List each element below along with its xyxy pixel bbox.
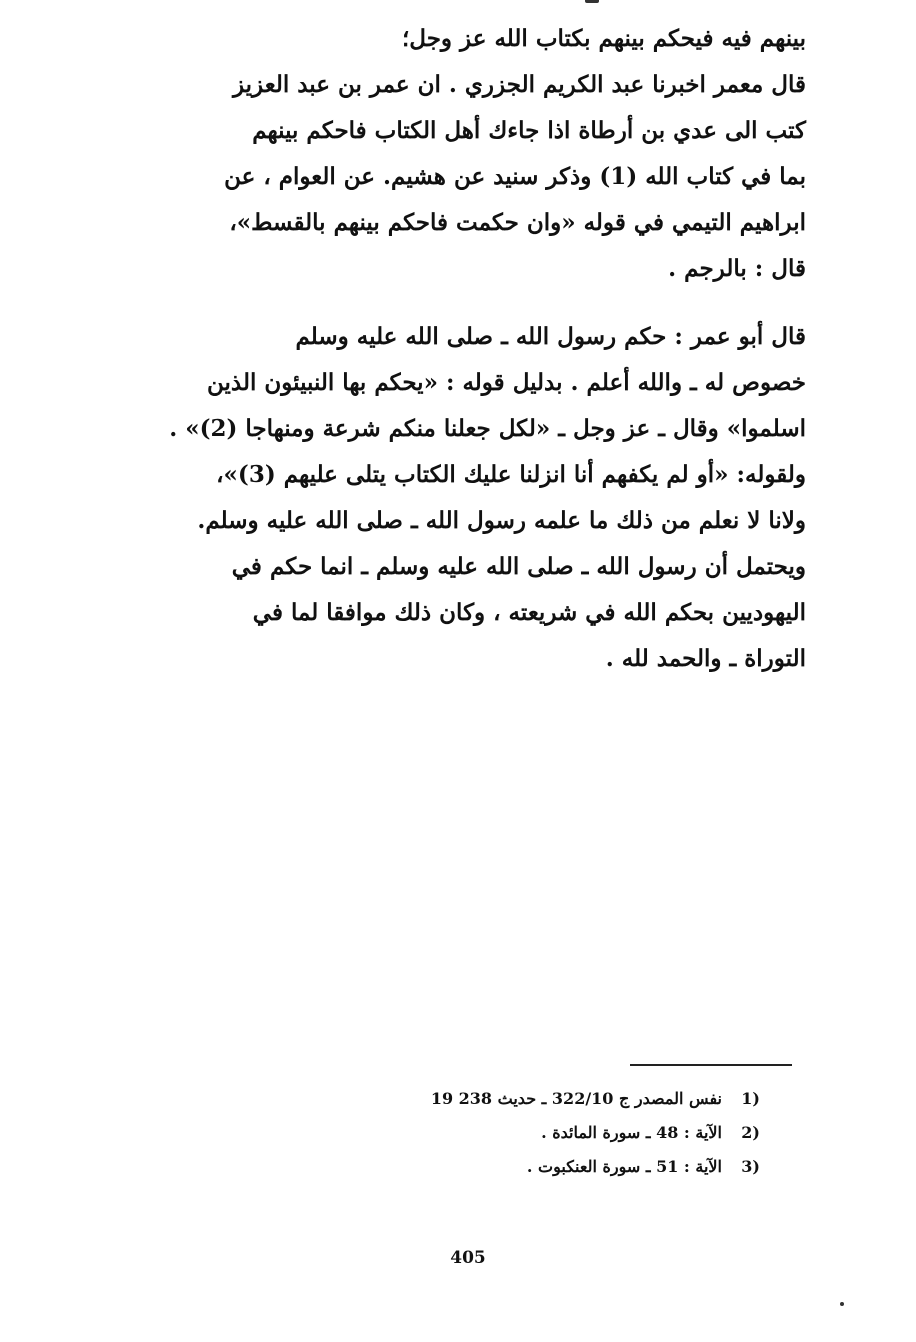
footnote-number: 3)	[741, 1157, 760, 1176]
body-paragraph-1	[160, 16, 806, 292]
scan-speck-bottom	[840, 1302, 844, 1306]
footnote-item	[300, 1082, 760, 1116]
scan-speck-top	[585, 0, 599, 3]
footnote-divider	[630, 1064, 792, 1066]
body-paragraph-2	[160, 314, 806, 682]
footnote-text: نفس المصدر ج 322/10 ـ حديث 238 19	[430, 1089, 722, 1108]
text-line: ولقوله: «أو لم يكفهم أنا انزلنا عليك الكتاب يتلى عليهم (3)»،	[216, 461, 806, 488]
text-line: قال معمر اخبرنا عبد الكريم الجزري . ان عمر بن عبد العزيز	[232, 71, 806, 98]
text-line: بينهم فيه فيحكم بينهم بكتاب الله عز وجل؛	[401, 25, 806, 52]
text-line: قال أبو عمر : حكم رسول الله ـ صلى الله عليه وسلم	[295, 323, 806, 350]
text-line: قال : بالرجم .	[668, 255, 806, 282]
footnote-item	[300, 1150, 760, 1184]
text-line: ويحتمل أن رسول الله ـ صلى الله عليه وسلم ـ انما حكم في	[231, 553, 806, 580]
text-line: اليهوديين بحكم الله في شريعته ، وكان ذلك موافقا لما في	[252, 599, 806, 626]
footnote-item	[300, 1116, 760, 1150]
footnote-number: 2)	[741, 1123, 760, 1142]
text-line: بما في كتاب الله (1) وذكر سنيد عن هشيم. عن العوام ، عن	[224, 163, 806, 190]
text-line: ابراهيم التيمي في قوله «وان حكمت فاحكم بينهم بالقسط»،	[229, 209, 806, 236]
footnotes-list	[300, 1082, 760, 1184]
text-line: التوراة ـ والحمد لله .	[605, 645, 806, 672]
text-line: كتب الى عدي بن أرطاة اذا جاءك أهل الكتاب فاحكم بينهم	[252, 117, 806, 144]
text-line: ولانا لا نعلم من ذلك ما علمه رسول الله ـ صلى الله عليه وسلم.	[197, 507, 806, 534]
footnote-text: الآية : 51 ـ سورة العنكبوت .	[526, 1157, 722, 1176]
footnote-number: 1)	[741, 1089, 760, 1108]
page-number: 405	[450, 1248, 486, 1268]
text-line: خصوص له ـ والله أعلم . بدليل قوله : «يحكم بها النبيئون الذين	[206, 369, 806, 396]
text-line: اسلموا» وقال ـ عز وجل ـ «لكل جعلنا منكم شرعة ومنهاجا (2)» .	[169, 415, 806, 442]
footnote-text: الآية : 48 ـ سورة المائدة .	[541, 1123, 722, 1142]
